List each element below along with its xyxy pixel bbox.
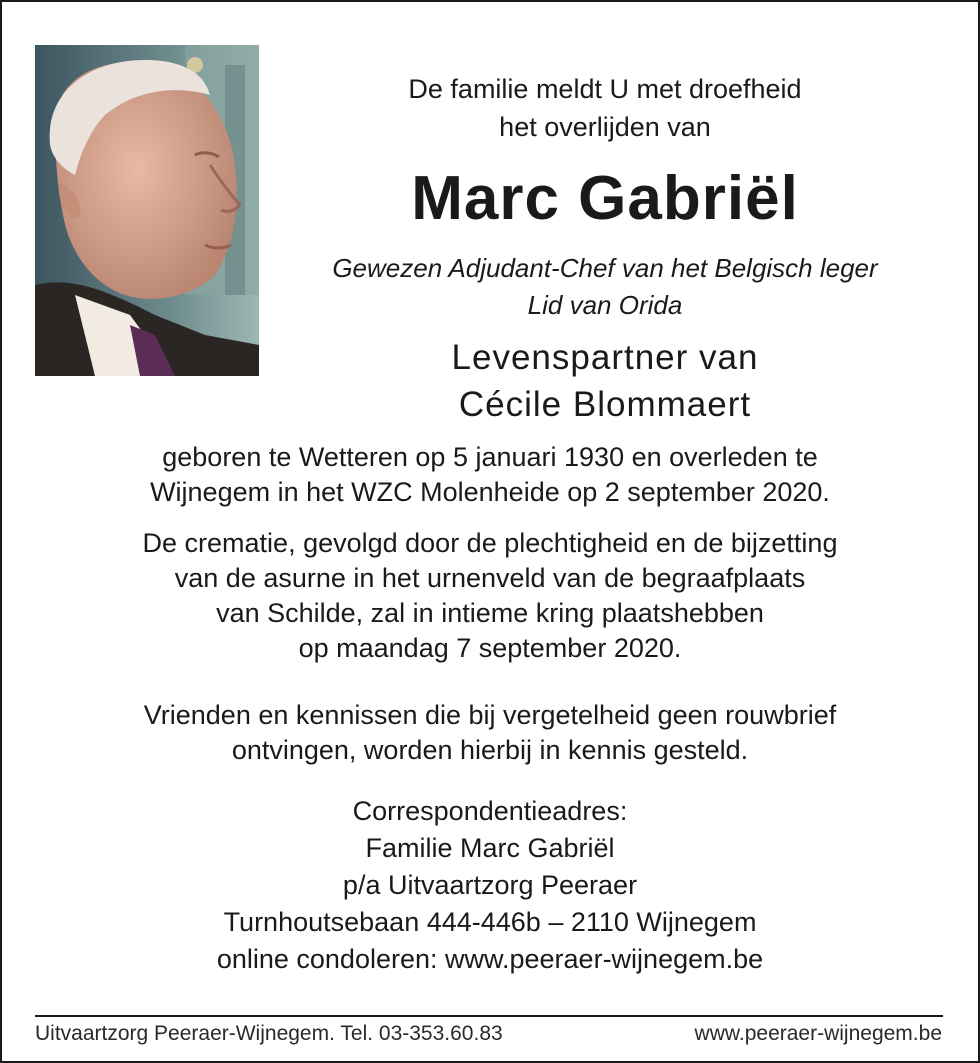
cremation-line: op maandag 7 september 2020. [298,633,682,663]
friends-line: Vrienden en kennissen die bij vergetelheid geen rouwbrief [143,700,837,730]
address-line: Correspondentieadres: [352,796,628,826]
partner-text [260,334,950,428]
address-line: p/a Uitvaartzorg Peeraer [342,870,638,900]
portrait-photo [35,45,259,376]
deceased-name: Marc Gabriël [411,164,799,233]
cremation-line: De crematie, gevolgd door de plechtigheid en de bijzetting [142,528,838,558]
address-line: Turnhoutsebaan 444-446b – 2110 Wijnegem [223,907,757,937]
footer-divider [35,1015,943,1017]
birth-death-text [20,440,960,510]
address-line: Familie Marc Gabriël [365,833,615,863]
title-line: Gewezen Adjudant-Chef van het Belgisch leger [332,253,878,283]
born-line: Wijnegem in het WZC Molenheide op 2 september 2020. [150,477,830,507]
cremation-line: van Schilde, zal in intieme kring plaatshebben [216,598,764,628]
title-line: Lid van Orida [527,290,683,320]
friends-line: ontvingen, worden hierbij in kennis gesteld. [231,735,749,765]
intro-line: het overlijden van [499,112,711,142]
intro-text [260,70,950,146]
deceased-titles [260,250,950,324]
born-line: geboren te Wetteren op 5 januari 1930 en overleden te [162,442,818,472]
footer-website: www.peeraer-wijnegem.be [694,1022,942,1045]
partner-line: Cécile Blommaert [458,385,752,424]
cremation-line: van de asurne in het urnenveld van de begraafplaats [174,563,806,593]
correspondence-address [20,793,960,978]
intro-line: De familie meldt U met droefheid [408,74,802,104]
cremation-text [20,526,960,666]
partner-line: Levenspartner van [451,338,759,377]
friends-notice [20,698,960,768]
address-line: online condoleren: www.peeraer-wijnegem.be [216,944,764,974]
footer-contact: Uitvaartzorg Peeraer-Wijnegem. Tel. 03-353.60.83 [35,1022,503,1045]
